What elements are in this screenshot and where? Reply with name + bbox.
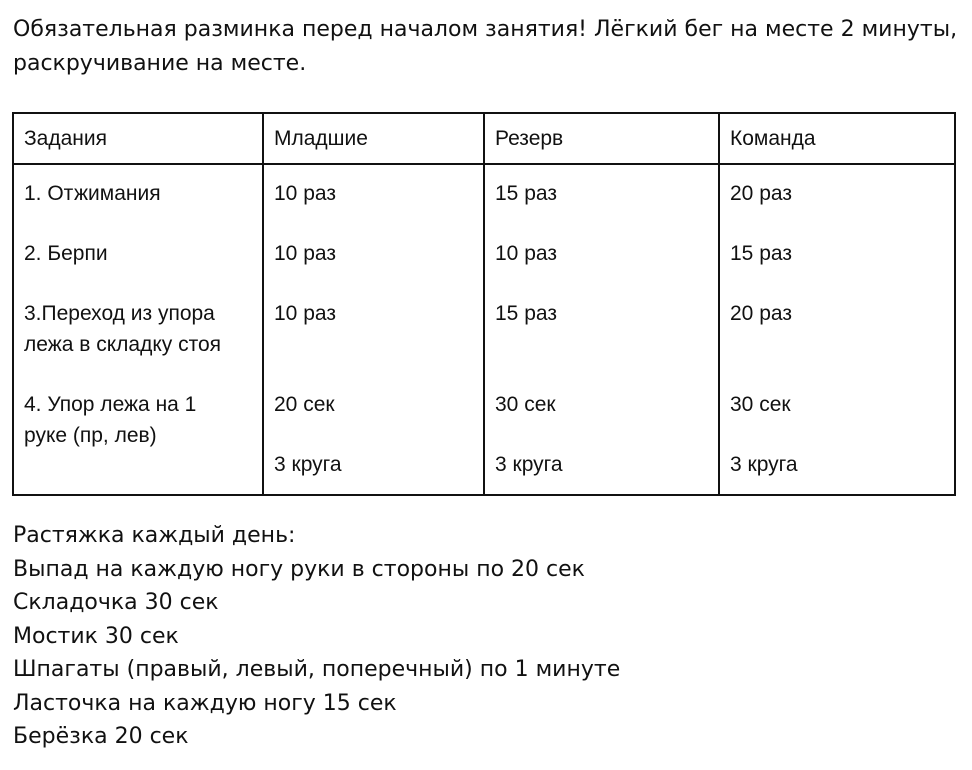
tasks-cell: [13, 164, 263, 495]
stretching-item: Мостик 30 сек: [13, 623, 179, 649]
intro-line: Обязательная разминка перед началом занятия! Лёгкий бег на месте 2 минуты,: [13, 17, 958, 42]
value-item: 3 круга: [495, 453, 563, 476]
stretching-title: Растяжка каждый день:: [13, 523, 296, 548]
workout-table: [12, 112, 956, 496]
column-header-reserve: Резерв: [484, 113, 719, 164]
team-cell: [719, 164, 955, 495]
value-item: 15 раз: [495, 182, 557, 205]
value-item: 15 раз: [495, 302, 557, 325]
column-header-juniors: Младшие: [263, 113, 484, 164]
stretching-item: Ласточка на каждую ногу 15 сек: [13, 690, 397, 716]
table-header-row: [13, 113, 955, 164]
task-item: 2. Берпи: [24, 242, 108, 265]
task-item: 4. Упор лежа на 1: [24, 393, 197, 416]
reserve-cell: [484, 164, 719, 495]
value-item: 3 круга: [274, 453, 342, 476]
value-item: 10 раз: [274, 182, 336, 205]
stretching-item: Выпад на каждую ногу руки в стороны по 20 сек: [13, 556, 585, 582]
value-item: 10 раз: [274, 242, 336, 265]
value-item: 30 сек: [495, 393, 556, 416]
stretching-item: Берёзка 20 сек: [13, 724, 189, 749]
intro-text: [13, 13, 958, 81]
stretching-item: Складочка 30 сек: [13, 590, 219, 615]
value-item: 10 раз: [495, 242, 557, 265]
value-item: 20 раз: [730, 182, 792, 205]
value-item: 3 круга: [730, 453, 798, 476]
intro-line: раскручивание на месте.: [13, 51, 307, 76]
value-item: 10 раз: [274, 302, 336, 325]
value-item: 15 раз: [730, 242, 792, 265]
value-item: 20 раз: [730, 302, 792, 325]
task-item: 1. Отжимания: [24, 182, 161, 205]
table-row: [13, 164, 955, 495]
stretching-item: Шпагаты (правый, левый, поперечный) по 1 минуте: [13, 657, 621, 682]
column-header-tasks: Задания: [13, 113, 263, 164]
value-item: 30 сек: [730, 393, 791, 416]
value-item: 20 сек: [274, 393, 335, 416]
task-item: руке (пр, лев): [24, 424, 157, 447]
task-item: лежа в складку стоя: [24, 333, 222, 356]
column-header-team: Команда: [719, 113, 955, 164]
stretching-section: [13, 519, 958, 754]
task-item: 3.Переход из упора: [24, 302, 215, 325]
juniors-cell: [263, 164, 484, 495]
